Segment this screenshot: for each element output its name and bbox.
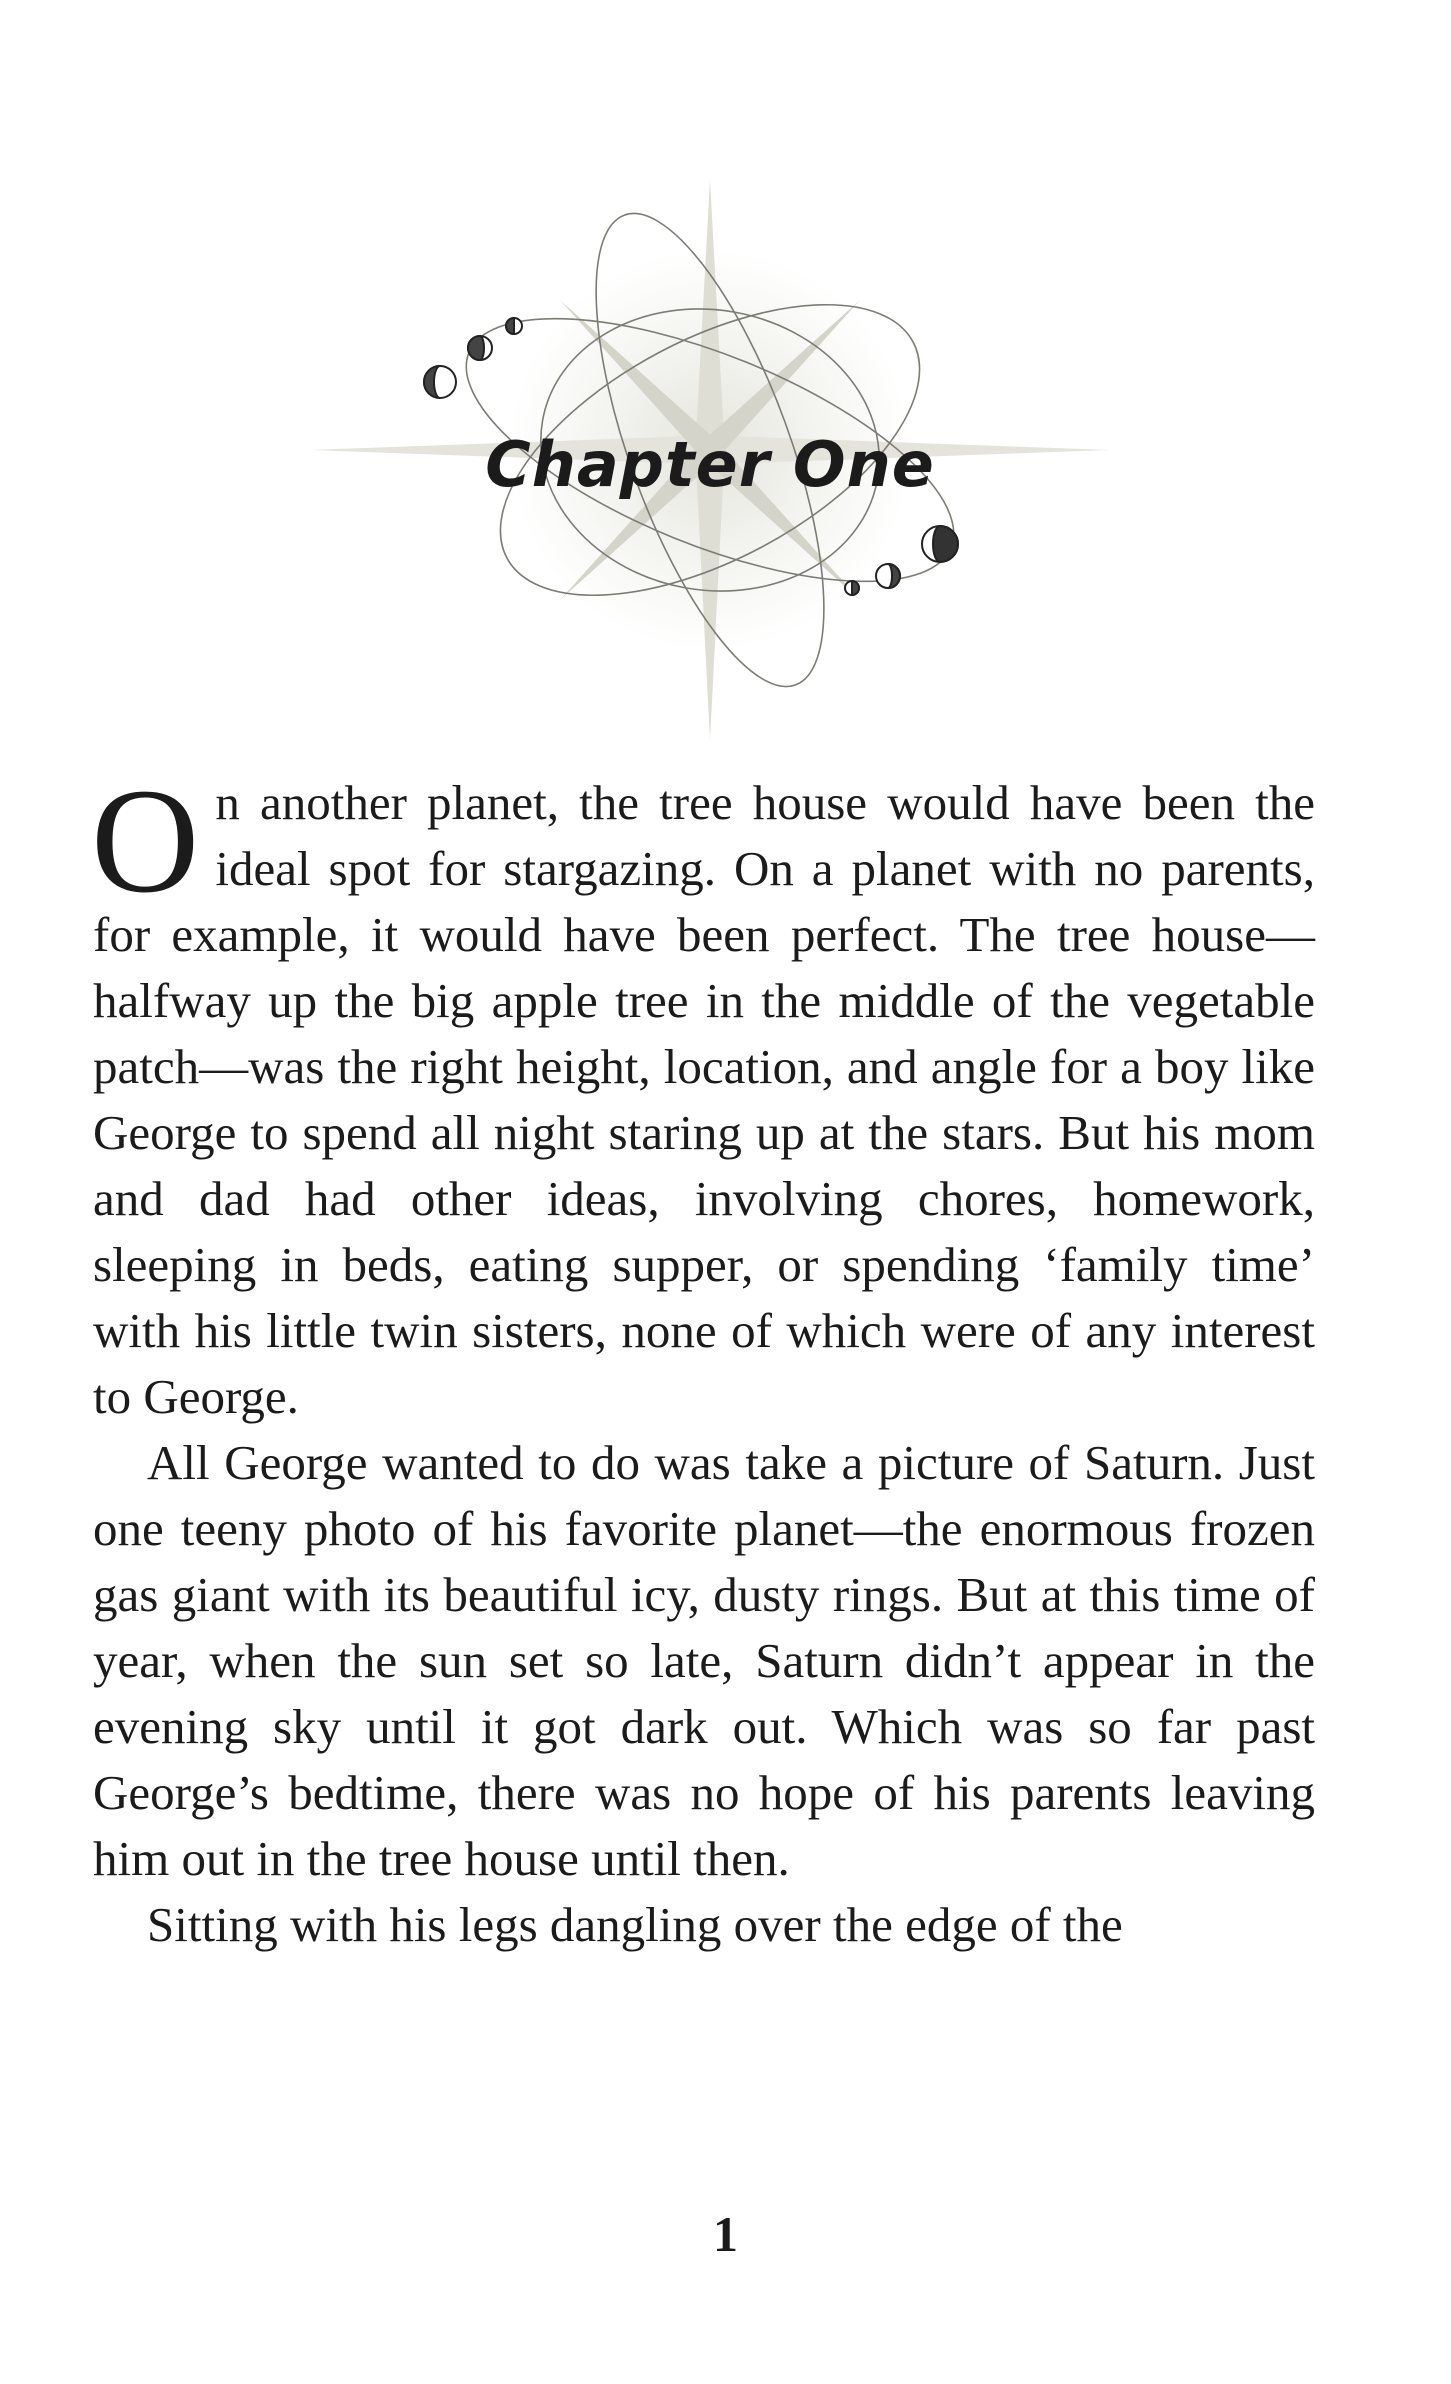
paragraph: All George wanted to do was take a picture of Saturn. Just one teeny photo of his favorite planet—the enormous frozen gas giant with its beautiful icy, dusty rings. But at this time of year, when the sun set so late, Saturn didn’t appear in the evening sky until it got dark out. Which was so far past George’s bedtime, there was no hope of his parents leaving him out in the tree house until then. [93, 1435, 1315, 1886]
moon-phase-icon [424, 366, 456, 398]
moon-phase-icon [845, 581, 859, 595]
paragraph [91, 758, 1315, 1430]
paragraph: Sitting with his legs dangling over the edge of the [147, 1897, 1123, 1952]
moon-phase-icon [506, 318, 522, 334]
moon-phase-icon [468, 336, 492, 360]
paragraph-text: n another planet, the tree house would have been the ideal spot for stargazing. On a planet with no parents, for example, it would have been perfect. The tree house—halfway up the big apple tree in the middle of the vegetable patch—was the right height, location, and angle for a boy like George to spend all night staring up at the stars. But his mom and dad had other ideas, involving chores, homework, sleeping in beds, eating supper, or spending ‘family time’ with his little twin sisters, none of which were of any interest to George. [93, 775, 1315, 1424]
chapter-title: Chapter One [485, 428, 935, 501]
body-text [91, 758, 1315, 1958]
drop-cap: O [91, 758, 200, 924]
moon-phase-icon [922, 526, 958, 562]
moon-phase-icon [876, 564, 900, 588]
page-number: 1 [713, 2206, 738, 2262]
